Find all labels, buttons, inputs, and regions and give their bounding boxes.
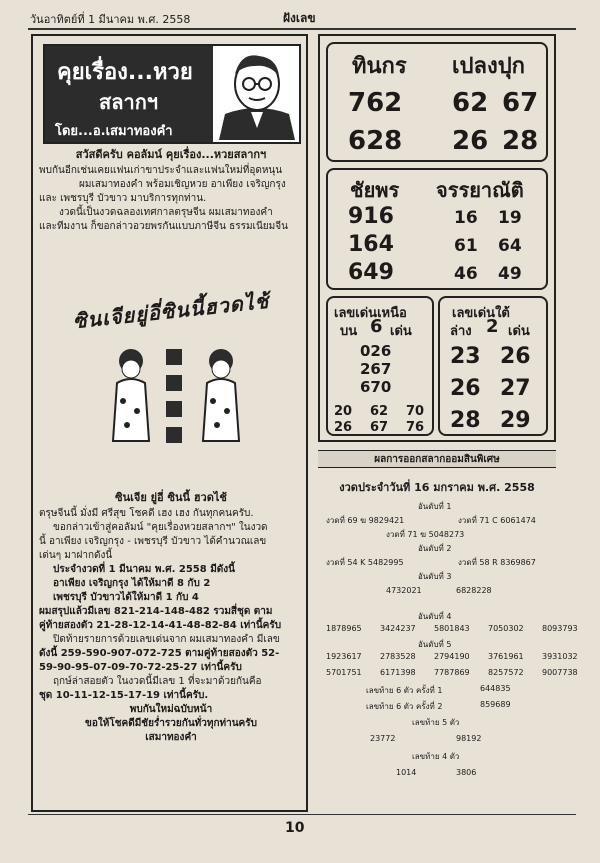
forecast-number: 67 bbox=[502, 88, 539, 118]
column-article bbox=[31, 34, 308, 812]
result-entry: งวดที่ 54 K 5482995 bbox=[326, 558, 404, 567]
result-entry: งวดที่ 71 C 6061474 bbox=[458, 516, 536, 525]
story-line: อาเพียง เจริญกรุง ได้ให้มาดี 8 กับ 2 bbox=[53, 578, 211, 589]
result-entry: งวดที่ 58 R 8369867 bbox=[458, 558, 536, 567]
story-line: ประจำงวดที่ 1 มีนาคม พ.ศ. 2558 มีดังนี้ bbox=[53, 564, 236, 575]
result-entry: อันดับที่ 3 bbox=[418, 572, 452, 581]
result-entry: 1878965 bbox=[326, 624, 362, 633]
north-number: 026 bbox=[360, 342, 392, 360]
forecaster-name: เปลงปุก bbox=[452, 54, 525, 79]
result-entry: เลขท้าย 6 ตัว ครั้งที่ 2 bbox=[366, 702, 443, 711]
result-entry: 3806 bbox=[456, 768, 477, 777]
banner-byline: โดย...อ.เสมาทองคำ bbox=[55, 124, 173, 139]
column-banner bbox=[43, 44, 301, 144]
story-line: เพชรบุรี บัวขาวได้ให้มาดี 1 กับ 4 bbox=[53, 592, 199, 603]
result-entry: 7050302 bbox=[488, 624, 524, 633]
result-entry: 859689 bbox=[480, 700, 511, 709]
north-pair: 20 bbox=[334, 404, 353, 419]
story-line: ดังนี้ 259-590-907-072-725 ตามคู่ท้ายสองตัว 52- bbox=[39, 648, 280, 659]
child-left-figure bbox=[113, 349, 149, 441]
story-signature: เสมาทองคำ bbox=[145, 732, 197, 743]
result-entry: เลขท้าย 5 ตัว bbox=[412, 718, 460, 727]
story-text bbox=[39, 491, 303, 745]
result-entry: 7787869 bbox=[434, 668, 470, 677]
north-label: เลขเด่นเหนือ bbox=[334, 306, 407, 321]
result-entry: 4732021 bbox=[386, 586, 422, 595]
banner-title-line2: สลากฯ bbox=[99, 90, 159, 114]
intro-lead: สวัสดีครับ คอลัมน์ คุยเรื่อง...หวยสลากฯ bbox=[75, 148, 267, 161]
forecast-number: 164 bbox=[348, 232, 394, 257]
story-line: คู่ท้ายสองตัว 21-28-12-14-41-48-82-84 เท่านี้ครับ bbox=[39, 620, 282, 631]
banner-title-line1: คุยเรื่อง...หวย bbox=[57, 60, 193, 85]
intro-line: พบกันอีกเช่นเคยแฟนเก่าขาประจำและแฟนใหม่ที่อุดหนุน bbox=[39, 165, 283, 176]
north-sub-suffix: เด่น bbox=[390, 324, 412, 339]
result-entry: 3761961 bbox=[488, 652, 524, 661]
story-line: ขอกล่าวเข้าสู่คอลัมน์ "คุยเรื่องหวยสลากฯ" ในงวด bbox=[53, 522, 268, 533]
south-number: 26 bbox=[450, 376, 481, 401]
header-brand: ฝังเลข bbox=[283, 11, 316, 25]
result-entry: อันดับที่ 4 bbox=[418, 612, 452, 621]
result-entry: 1014 bbox=[396, 768, 417, 777]
story-line: เด่นๆ มาฝากดังนี้ bbox=[39, 550, 113, 561]
savings-lottery-results bbox=[318, 450, 578, 812]
north-pair: 67 bbox=[370, 420, 389, 435]
forecast-pair: 64 bbox=[498, 236, 522, 256]
result-entry: 3424237 bbox=[380, 624, 416, 633]
result-entry: 98192 bbox=[456, 734, 482, 743]
north-pair: 70 bbox=[406, 404, 425, 419]
result-entry: 6828228 bbox=[456, 586, 492, 595]
forecast-pair: 16 bbox=[454, 208, 478, 228]
result-entry: 5701751 bbox=[326, 668, 362, 677]
north-sub-prefix: บน bbox=[340, 324, 358, 339]
banner-title-block bbox=[45, 46, 213, 142]
page-number: 10 bbox=[285, 820, 305, 836]
story-line: 59-90-95-07-09-70-72-25-27 เท่านี้ครับ bbox=[39, 662, 242, 673]
south-sub-prefix: ล่าง bbox=[450, 324, 472, 339]
intro-text bbox=[39, 148, 303, 234]
south-number: 29 bbox=[500, 408, 531, 433]
forecast-box-tinakorn bbox=[326, 42, 548, 162]
story-closing: พบกันใหม่ฉบับหน้า bbox=[129, 704, 213, 715]
header-date: วันอาทิตย์ที่ 1 มีนาคม พ.ศ. 2558 bbox=[30, 13, 191, 26]
result-entry: 8257572 bbox=[488, 668, 524, 677]
south-sub-count: 2 bbox=[486, 316, 499, 337]
illustration-greeting: ซินเจียยู่อี่ซินนี้ฮวดไช้ bbox=[71, 288, 271, 334]
north-pair: 62 bbox=[370, 404, 389, 419]
north-pair: 76 bbox=[406, 420, 425, 435]
forecast-number: 649 bbox=[348, 260, 394, 285]
intro-line: งวดนี้เป็นงวดฉลองเทศกาลตรุษจีน ผมเสมาทองคำ bbox=[59, 207, 273, 218]
forecast-number: 26 bbox=[452, 126, 489, 156]
forecast-box-chaiyaporn bbox=[326, 168, 548, 290]
result-entry: 9007738 bbox=[542, 668, 578, 677]
result-entry: เลขท้าย 6 ตัว ครั้งที่ 1 bbox=[366, 686, 443, 695]
forecast-pair: 49 bbox=[498, 264, 522, 284]
south-sub-suffix: เด่น bbox=[508, 324, 530, 339]
result-entry: เลขท้าย 4 ตัว bbox=[412, 752, 460, 761]
north-number: 670 bbox=[360, 378, 392, 396]
intro-line: และทีมงาน ก็ขอกล่าวอวยพรกันแบบภาษีจีน ธรรมเนียมจีน bbox=[39, 221, 288, 232]
forecast-number: 62 bbox=[452, 88, 489, 118]
footer-rule bbox=[28, 814, 576, 815]
result-entry: อันดับที่ 1 bbox=[418, 502, 452, 511]
story-closing: ขอให้โชคดีมีชัยร่ำรวยกันทั่วทุกท่านครับ bbox=[85, 718, 257, 729]
result-entry: 8093793 bbox=[542, 624, 578, 633]
result-entry: 2783528 bbox=[380, 652, 416, 661]
results-draw-date: งวดประจำวันที่ 16 มกราคม พ.ศ. 2558 bbox=[339, 481, 535, 494]
intro-line: และ เพชรบุรี บัวขาว มาบริการทุกท่าน. bbox=[39, 193, 207, 204]
north-sub-count: 6 bbox=[370, 316, 383, 337]
forecast-box-south bbox=[438, 296, 548, 436]
forecast-pair: 61 bbox=[454, 236, 478, 256]
forecast-pair: 19 bbox=[498, 208, 522, 228]
story-line: ฤกษ์ล่าสอยตัว ในงวดนี้มีเลข 1 ที่จะมาด้วยกันคือ bbox=[53, 676, 262, 687]
new-year-illustration bbox=[71, 288, 271, 461]
north-number: 267 bbox=[360, 360, 392, 378]
result-entry: 1923617 bbox=[326, 652, 362, 661]
child-right-figure bbox=[203, 349, 239, 441]
chinese-characters-decoration bbox=[166, 349, 182, 443]
north-pair: 26 bbox=[334, 420, 353, 435]
story-line: ตรุษจีนนี้ มั่งมี ศรีสุข โชคดี เฮง เฮง กันทุกคนครับ. bbox=[39, 508, 254, 519]
forecast-number: 762 bbox=[348, 88, 403, 118]
result-entry: 6171398 bbox=[380, 668, 416, 677]
story-line: นี้ อาเพียง เจริญกรุง - เพชรบุรี บัวขาว ได้คำนวณเลข bbox=[39, 536, 267, 547]
south-number: 28 bbox=[450, 408, 481, 433]
story-line: ชุด 10-11-12-15-17-19 เท่านี้ครับ. bbox=[39, 690, 209, 701]
result-entry: อันดับที่ 2 bbox=[418, 544, 452, 553]
story-line: ปิดท้ายรายการด้วยเลขเด่นจาก ผมเสมาทองคำ มีเลข bbox=[53, 634, 280, 645]
forecaster-name: จรรยาณัติ bbox=[436, 178, 524, 202]
result-entry: 5801843 bbox=[434, 624, 470, 633]
story-title: ซินเจีย ยู่อี่ ซินนี้ ฮวดไช้ bbox=[115, 491, 227, 504]
forecast-number: 628 bbox=[348, 126, 403, 156]
story-line: ผมสรุปแล้วมีเลข 821-214-148-482 รวมสี่ชุด ตาม bbox=[39, 606, 273, 617]
result-entry: งวดที่ 69 ฆ 9829421 bbox=[326, 516, 405, 525]
forecast-number: 916 bbox=[348, 204, 394, 229]
forecast-number: 28 bbox=[502, 126, 539, 156]
forecast-pair: 46 bbox=[454, 264, 478, 284]
result-entry: 3931032 bbox=[542, 652, 578, 661]
south-number: 23 bbox=[450, 344, 481, 369]
result-entry: อันดับที่ 5 bbox=[418, 640, 452, 649]
forecaster-name: ทินกร bbox=[352, 54, 407, 79]
result-entry: งวดที่ 71 ฆ 5048273 bbox=[386, 530, 465, 539]
result-entry: 2794190 bbox=[434, 652, 470, 661]
author-portrait bbox=[215, 48, 299, 140]
header-rule bbox=[28, 28, 576, 30]
result-entry: 23772 bbox=[370, 734, 396, 743]
south-number: 27 bbox=[500, 376, 531, 401]
intro-line: ผมเสมาทองคำ พร้อมเชิญหวย อาเพียง เจริญกรุง bbox=[79, 179, 286, 190]
forecast-box-north bbox=[326, 296, 434, 436]
south-number: 26 bbox=[500, 344, 531, 369]
result-entry: 644835 bbox=[480, 684, 511, 693]
forecast-panel bbox=[318, 34, 556, 442]
results-title: ผลการออกสลากออมสินพิเศษ bbox=[374, 454, 500, 465]
south-label: เลขเด่นใต้ bbox=[452, 306, 510, 321]
children-figures bbox=[71, 291, 271, 461]
forecaster-name: ชัยพร bbox=[350, 178, 400, 202]
